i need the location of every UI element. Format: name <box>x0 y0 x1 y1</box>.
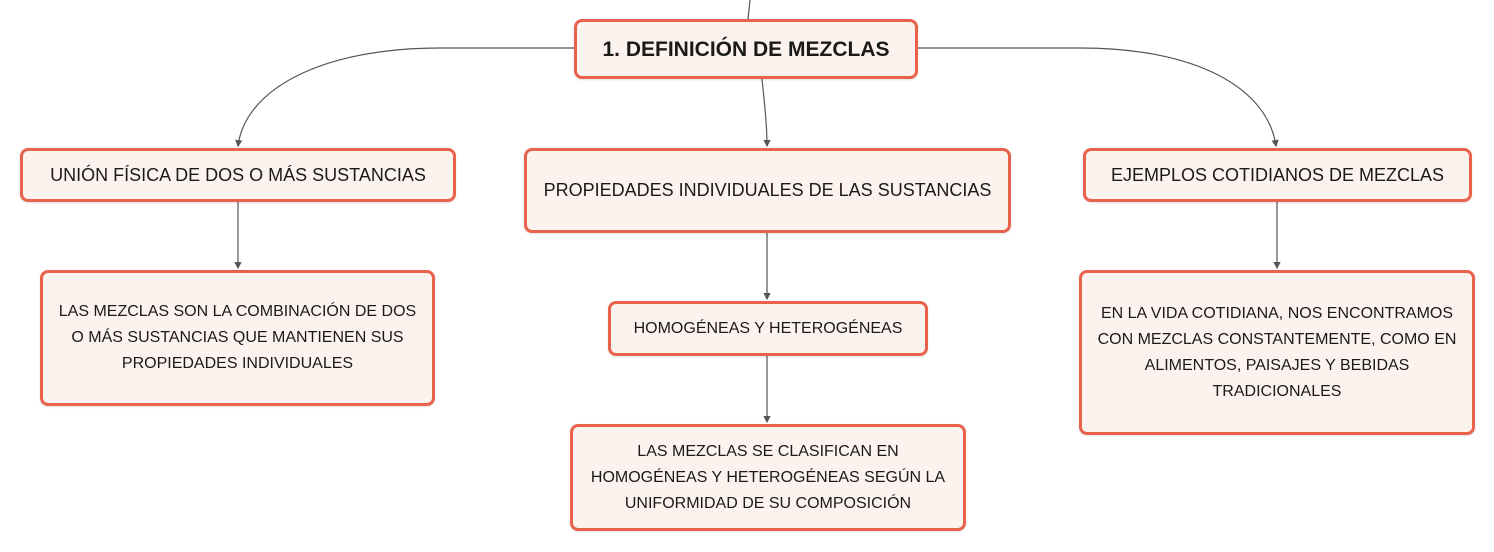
root-node[interactable] <box>574 19 918 79</box>
branch-node-label: PROPIEDADES INDIVIDUALES DE LAS SUSTANCIAS <box>543 180 992 200</box>
connector-root-to-branch-2 <box>762 79 767 146</box>
branch-node-physical-union[interactable] <box>20 148 456 202</box>
detail-node-label: LAS MEZCLAS SON LA COMBINACIÓN DE DOS O MÁS SUSTANCIAS QUE MANTIENEN SUS PROPIEDADES INDIVIDUALES <box>58 303 417 372</box>
detail-node-label: EN LA VIDA COTIDIANA, NOS ENCONTRAMOS CON MEZCLAS CONSTANTEMENTE, COMO EN ALIMENTOS, PAISAJES Y BEBIDAS TRADICIONALES <box>1097 304 1457 400</box>
connector-root-to-branch-3 <box>918 48 1276 146</box>
root-node-label: 1. DEFINICIÓN DE MEZCLAS <box>602 37 890 61</box>
branch-node-everyday-examples[interactable] <box>1083 148 1472 202</box>
detail-node-everyday-life[interactable] <box>1079 270 1475 435</box>
detail-node-definition[interactable] <box>40 270 435 406</box>
branch-node-individual-properties[interactable] <box>524 148 1011 233</box>
branch-node-label: UNIÓN FÍSICA DE DOS O MÁS SUSTANCIAS <box>50 164 426 185</box>
detail-node-classification[interactable] <box>570 424 966 531</box>
connector-root-to-branch-1 <box>238 48 574 146</box>
child-node-homogeneous-heterogeneous[interactable] <box>608 301 928 356</box>
child-node-label: HOMOGÉNEAS Y HETEROGÉNEAS <box>633 320 903 337</box>
branch-node-label: EJEMPLOS COTIDIANOS DE MEZCLAS <box>1110 164 1445 185</box>
connector-parent-to-root <box>748 0 750 19</box>
detail-node-label: LAS MEZCLAS SE CLASIFICAN EN HOMOGÉNEAS Y HETEROGÉNEAS SEGÚN LA UNIFORMIDAD DE SU COMPOSICIÓN <box>590 442 946 512</box>
